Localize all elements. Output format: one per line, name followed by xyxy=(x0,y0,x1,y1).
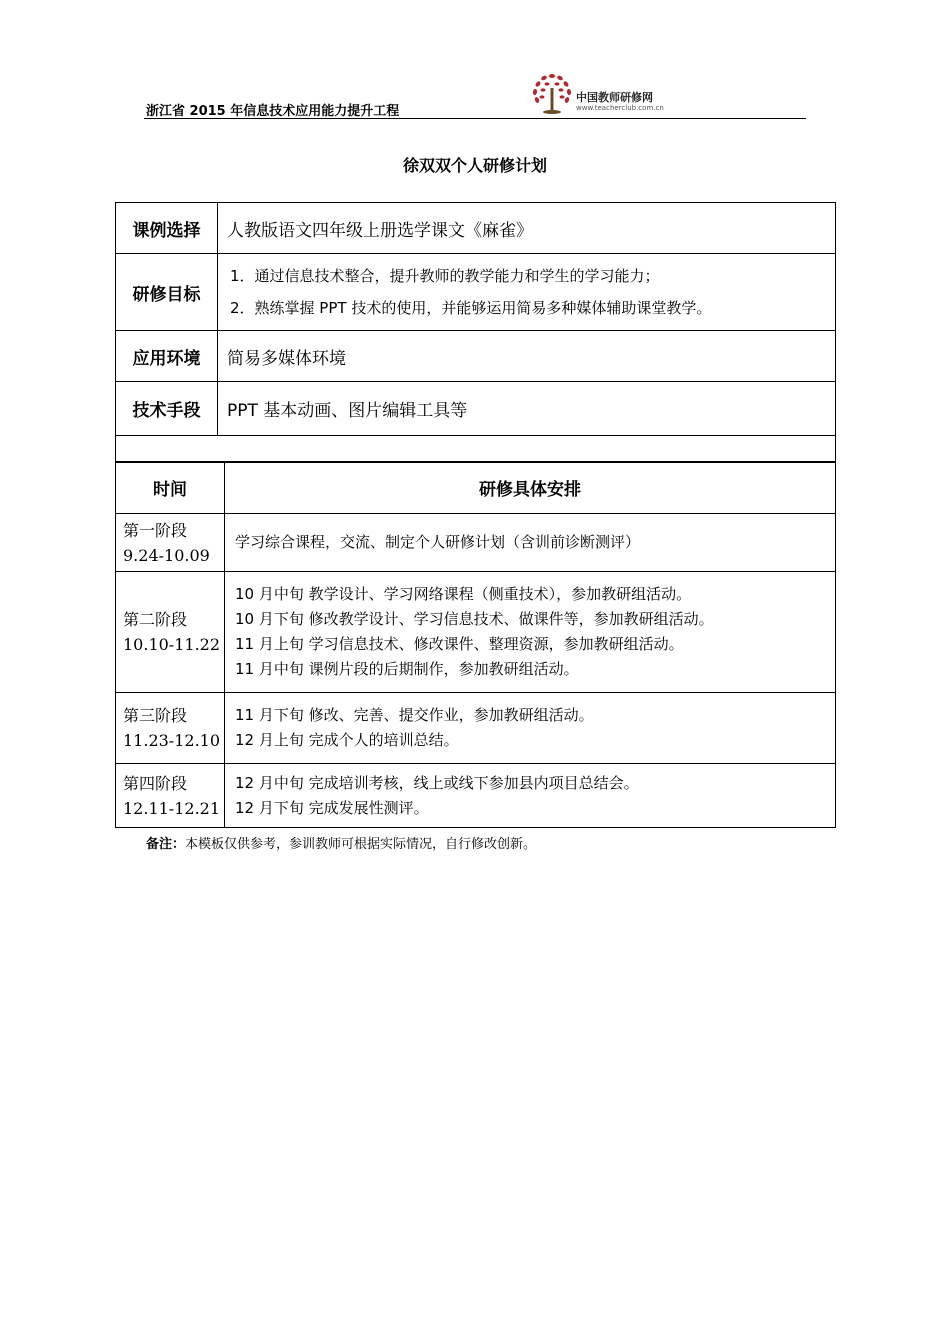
tech-value: PPT 基本动画、图片编辑工具等 xyxy=(218,382,836,436)
table-row xyxy=(116,693,836,764)
time-header: 时间 xyxy=(116,462,225,514)
footnote xyxy=(146,833,536,852)
case-value: 人教版语文四年级上册选学课文《麻雀》 xyxy=(218,203,836,254)
spacer-row xyxy=(116,436,836,463)
plan-cell xyxy=(225,514,836,572)
phase-dates: 12.11-12.21 xyxy=(123,798,221,818)
info-table xyxy=(115,202,836,463)
plan-item: 11 月中旬 课例片段的后期制作，参加教研组活动。 xyxy=(235,660,579,678)
logo-url: www.teacherclub.com.cn xyxy=(576,104,664,112)
phase-cell xyxy=(116,764,225,828)
plan-item: 学习综合课程，交流、制定个人研修计划（含训前诊断测评） xyxy=(235,533,641,551)
schedule-header-row xyxy=(116,462,836,514)
teacherclub-logo xyxy=(528,70,688,120)
plan-cell xyxy=(225,693,836,764)
plan-item: 11 月下旬 修改、完善、提交作业，参加教研组活动。 xyxy=(235,706,594,724)
plan-item: 10 月中旬 教学设计、学习网络课程（侧重技术），参加教研组活动。 xyxy=(235,585,692,603)
phase-name: 第二阶段 xyxy=(123,610,188,629)
env-label: 应用环境 xyxy=(116,331,218,382)
table-row xyxy=(116,764,836,828)
goal-row xyxy=(116,254,836,331)
env-row xyxy=(116,331,836,382)
plan-item: 10 月下旬 修改教学设计、学习信息技术、做课件等，参加教研组活动。 xyxy=(235,610,714,628)
phase-name: 第三阶段 xyxy=(123,706,188,725)
plan-item: 12 月中旬 完成培训考核，线上或线下参加县内项目总结会。 xyxy=(235,773,639,792)
plan-cell xyxy=(225,572,836,693)
phase-cell xyxy=(116,572,225,693)
spacer-cell xyxy=(116,436,836,463)
goal-label: 研修目标 xyxy=(116,254,218,331)
phase-name: 第一阶段 xyxy=(123,520,188,540)
logo-chinese-name: 中国教师研修网 xyxy=(576,91,653,104)
header-divider xyxy=(144,118,806,119)
plan-header: 研修具体安排 xyxy=(225,462,836,514)
table-row xyxy=(116,514,836,572)
plan-cell xyxy=(225,764,836,828)
header-project-title: 浙江省 2015 年信息技术应用能力提升工程 xyxy=(146,104,400,119)
table-row xyxy=(116,572,836,693)
page-title: 徐双双个人研修计划 xyxy=(402,156,547,175)
plan-item: 12 月上旬 完成个人的培训总结。 xyxy=(235,731,459,749)
phase-cell xyxy=(116,693,225,764)
phase-name: 第四阶段 xyxy=(123,773,188,793)
case-label: 课例选择 xyxy=(116,203,218,254)
tech-label: 技术手段 xyxy=(116,382,218,436)
phase-dates: 10.10-11.22 xyxy=(123,635,221,654)
schedule-table xyxy=(115,461,836,828)
goal-item: 2．熟练掌握 PPT 技术的使用，并能够运用简易多种媒体辅助课堂教学。 xyxy=(230,299,712,317)
case-row xyxy=(116,203,836,254)
env-value: 简易多媒体环境 xyxy=(218,331,836,382)
footnote-text: 本模板仅供参考，参训教师可根据实际情况，自行修改创新。 xyxy=(185,837,537,852)
phase-dates: 9.24-10.09 xyxy=(123,545,210,565)
phase-cell xyxy=(116,514,225,572)
goal-item: 1．通过信息技术整合，提升教师的教学能力和学生的学习能力； xyxy=(230,267,660,285)
tree-logo-icon xyxy=(528,70,576,116)
plan-item: 12 月下旬 完成发展性测评。 xyxy=(235,798,429,817)
footnote-label: 备注： xyxy=(146,837,186,852)
phase-dates: 11.23-12.10 xyxy=(123,731,221,750)
goal-list xyxy=(218,254,836,331)
tech-row xyxy=(116,382,836,436)
plan-item: 11 月上旬 学习信息技术、修改课件、整理资源，参加教研组活动。 xyxy=(235,635,684,653)
